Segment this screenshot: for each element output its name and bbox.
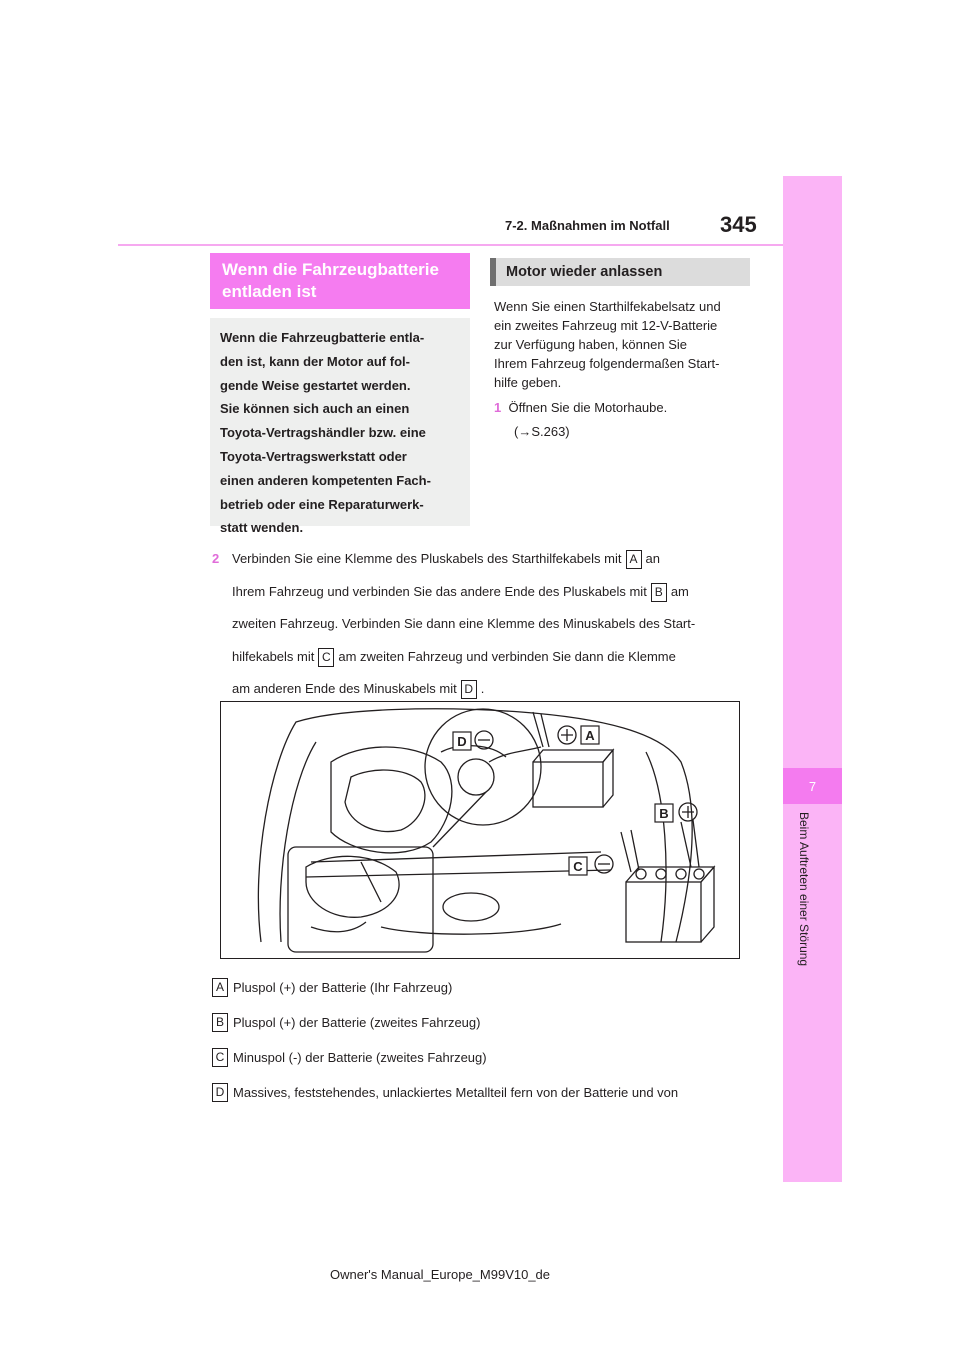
figure-label-a: A bbox=[585, 728, 595, 743]
figure-label-c: C bbox=[573, 859, 583, 874]
legend-item: B Pluspol (+) der Batterie (zweites Fahrzeug) bbox=[212, 1005, 678, 1040]
engine-bay-drawing bbox=[221, 702, 739, 958]
label-b: B bbox=[651, 583, 667, 602]
label-a: A bbox=[626, 550, 642, 569]
chapter-label: Beim Auftreten einer Störung bbox=[797, 812, 811, 967]
legend-item: D Massives, feststehendes, unlackiertes Metallteil fern von der Batterie und von bbox=[212, 1075, 678, 1110]
page-number: 345 bbox=[720, 212, 757, 237]
legend bbox=[212, 970, 678, 1110]
step-1: 1 Öffnen Sie die Motorhaube. bbox=[494, 400, 668, 415]
legend-item: C Minuspol (-) der Batterie (zweites Fahrzeug) bbox=[212, 1040, 678, 1075]
footer: Owner's Manual_Europe_M99V10_de bbox=[330, 1267, 551, 1282]
right-box-heading: Motor wieder anlassen bbox=[490, 258, 750, 286]
chapter-number: 7 bbox=[783, 768, 842, 804]
label-d: D bbox=[461, 680, 477, 699]
label-c: C bbox=[318, 648, 334, 667]
figure-label-b: B bbox=[659, 806, 669, 821]
left-box-heading: Wenn die Fahrzeugbatterie entladen ist bbox=[210, 253, 470, 309]
right-box-intro: Wenn Sie einen Starthilfekabelsatz und ein zweites Fahrzeug mit 12-V-Batterie zur Verfügung haben, können Sie Ihrem Fahrzeug folgendermaßen Start- hilfe geben. 1 Öffnen Sie die Motorhaube. (→S.263) bbox=[494, 297, 754, 441]
legend-item: A Pluspol (+) der Batterie (Ihr Fahrzeug) bbox=[212, 970, 678, 1005]
step-2: 2 Verbinden Sie eine Klemme des Pluskabels des Starthilfekabels mit A an Ihrem Fahrzeug und verbinden Sie das andere Ende des Pluskabels mit B am zweiten Fahrzeug. Verbinden Sie dann eine Klemme des Minuskabels des Start- hilfekabels mit C am zweiten Fahrzeug und verbinden Sie dann die Klemme am anderen Ende des Minuskabels mit D . bbox=[212, 543, 772, 706]
figure-label-d: D bbox=[457, 734, 467, 749]
left-box-body: Wenn die Fahrzeugbatterie entla- den ist, kann der Motor auf fol- gende Weise gestartet werden. Sie können sich auch an einen Toyota-Vertragshändler bzw. eine Toyota-Vertragswerkstatt oder einen anderen kompetenten Fach- betrieb oder eine Reparaturwerk- statt wenden. bbox=[210, 318, 470, 526]
section-title: 7-2. Maßnahmen im Notfall bbox=[505, 218, 670, 233]
step-1-ref: (→S.263) bbox=[514, 424, 570, 439]
header-rule bbox=[118, 244, 783, 246]
jump-start-illustration bbox=[220, 701, 740, 959]
side-tab bbox=[783, 176, 842, 1182]
